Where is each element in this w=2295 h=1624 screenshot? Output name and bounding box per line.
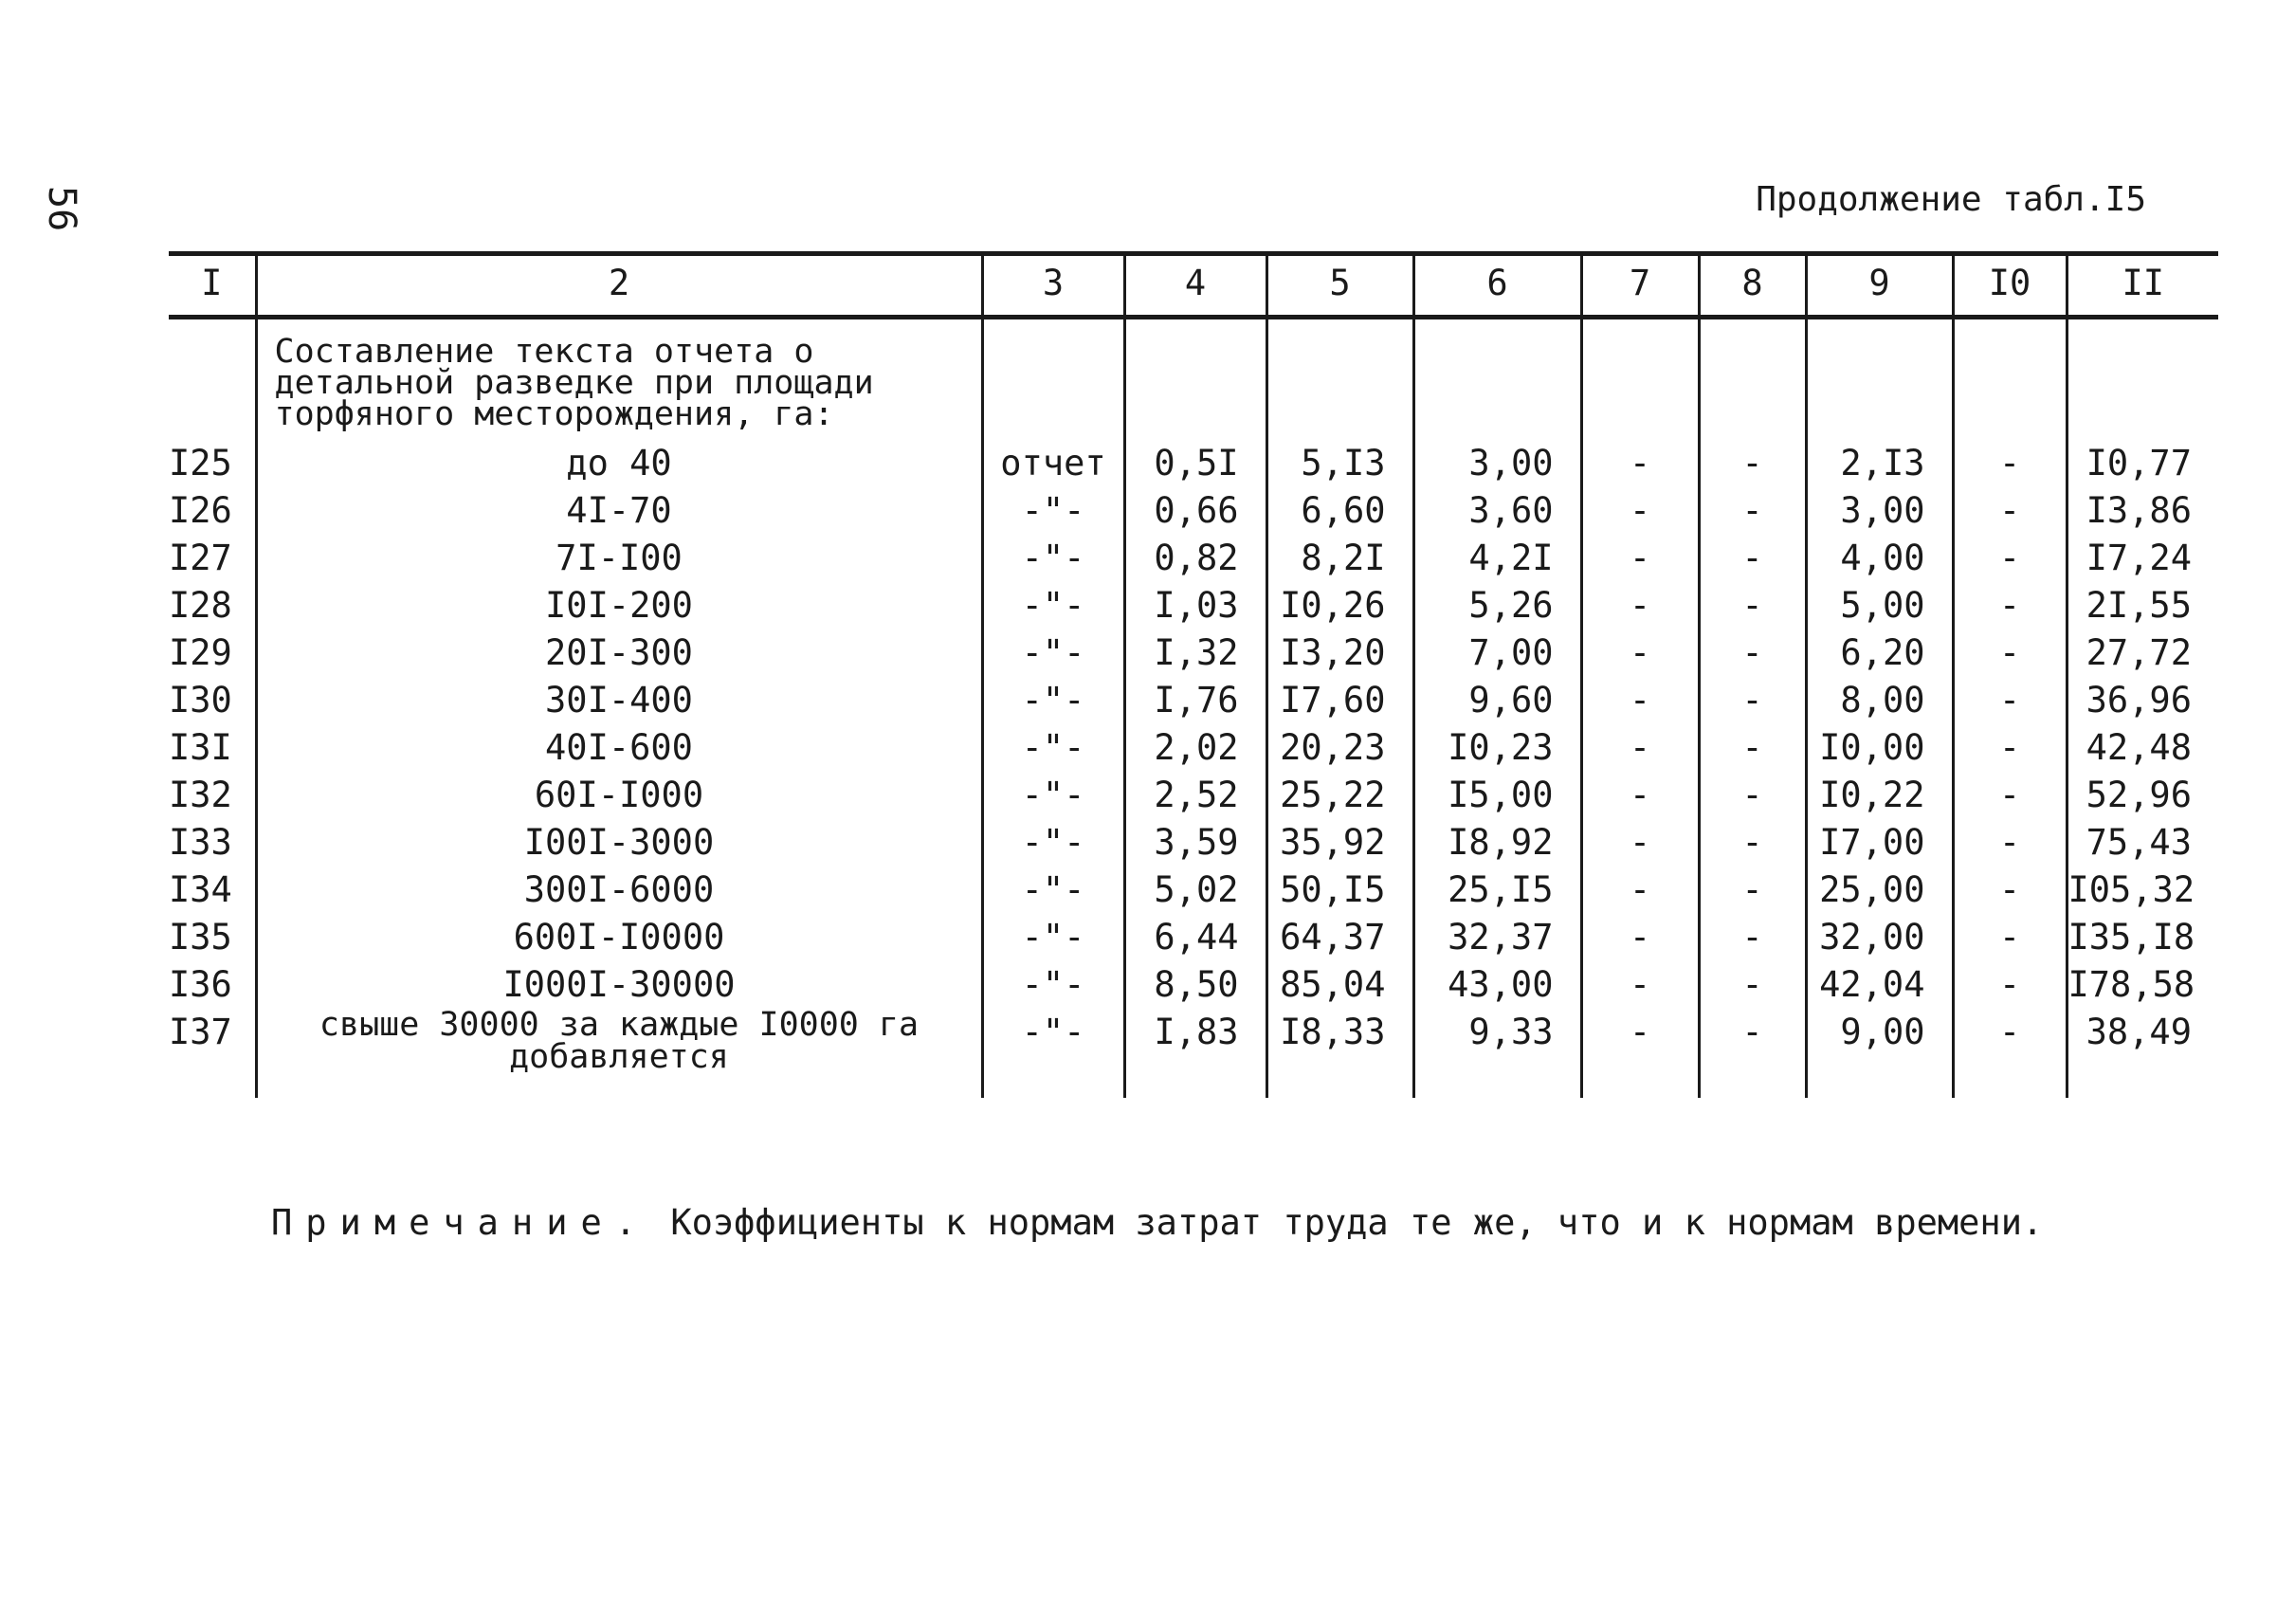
cell-item: 4I-70 <box>256 487 982 535</box>
cell-c10: - <box>1953 867 2067 914</box>
cell-c5: 6,60 <box>1266 487 1413 535</box>
col-header-9: 9 <box>1806 254 1953 318</box>
cell-c4: I,32 <box>1124 630 1266 677</box>
cell-c4: I,03 <box>1124 582 1266 630</box>
cell-no: I3I <box>169 727 232 768</box>
cell-item: 300I-6000 <box>256 867 982 914</box>
cell-c5: I3,20 <box>1266 630 1413 677</box>
table-caption: Продолжение табл.I5 <box>1756 180 2146 219</box>
cell-no: I25 <box>169 443 232 484</box>
cell-c11: 38,49 <box>2067 1009 2218 1073</box>
cell-c8: - <box>1699 819 1806 867</box>
col-header-5: 5 <box>1266 254 1413 318</box>
cell-c10: - <box>1953 535 2067 582</box>
cell-unit: -"- <box>982 582 1124 630</box>
cell-c6: 5,26 <box>1413 582 1581 630</box>
cell-c8: - <box>1699 724 1806 772</box>
cell-c5: I8,33 <box>1266 1009 1413 1073</box>
cell-c6: 9,33 <box>1413 1009 1581 1073</box>
table-row <box>169 772 2218 819</box>
cell-c4: 0,66 <box>1124 487 1266 535</box>
cell-c6: 25,I5 <box>1413 867 1581 914</box>
cell-unit: -"- <box>982 819 1124 867</box>
cell-unit: -"- <box>982 1009 1124 1073</box>
note-text: Коэффициенты к нормам затрат труда те же, что и к нормам времени. <box>670 1202 2044 1243</box>
cell-unit: -"- <box>982 487 1124 535</box>
cell-c6: I8,92 <box>1413 819 1581 867</box>
cell-c10: - <box>1953 630 2067 677</box>
cell-item: 40I-600 <box>256 724 982 772</box>
cell-c8: - <box>1699 677 1806 724</box>
cell-c5: 5,I3 <box>1266 440 1413 487</box>
cell-item: до 40 <box>256 440 982 487</box>
cell-c8: - <box>1699 582 1806 630</box>
cell-c6: 4,2I <box>1413 535 1581 582</box>
cell-c10: - <box>1953 677 2067 724</box>
cell-item: I00I-3000 <box>256 819 982 867</box>
cell-c8: - <box>1699 772 1806 819</box>
cell-c11: I7,24 <box>2067 535 2218 582</box>
cell-c8: - <box>1699 1009 1806 1073</box>
table-row <box>169 724 2218 772</box>
cell-c11: I05,32 <box>2067 867 2218 914</box>
cell-c4: I,83 <box>1124 1009 1266 1073</box>
cell-c10: - <box>1953 487 2067 535</box>
cell-c4: 3,59 <box>1124 819 1266 867</box>
col-header-3: 3 <box>982 254 1124 318</box>
cell-item: I000I-30000 <box>256 961 982 1009</box>
cell-c5: 25,22 <box>1266 772 1413 819</box>
cell-c9: 25,00 <box>1806 867 1953 914</box>
cell-c5: 20,23 <box>1266 724 1413 772</box>
cell-c6: I5,00 <box>1413 772 1581 819</box>
cell-c10: - <box>1953 440 2067 487</box>
cell-no: I37 <box>169 1012 232 1052</box>
cell-c11: 52,96 <box>2067 772 2218 819</box>
cell-c4: 0,5I <box>1124 440 1266 487</box>
cell-c9: 4,00 <box>1806 535 1953 582</box>
cell-unit: отчет <box>982 440 1124 487</box>
cell-c9: 3,00 <box>1806 487 1953 535</box>
cell-c9: I0,00 <box>1806 724 1953 772</box>
cell-item: 20I-300 <box>256 630 982 677</box>
cell-c4: 2,52 <box>1124 772 1266 819</box>
cell-c4: 2,02 <box>1124 724 1266 772</box>
table-row <box>169 440 2218 487</box>
table-row <box>169 677 2218 724</box>
cell-c6: I0,23 <box>1413 724 1581 772</box>
cell-c11: 42,48 <box>2067 724 2218 772</box>
cell-no: I27 <box>169 538 232 578</box>
table-row <box>169 630 2218 677</box>
cell-c8: - <box>1699 440 1806 487</box>
cell-c10: - <box>1953 582 2067 630</box>
cell-unit: -"- <box>982 535 1124 582</box>
header-row <box>169 254 2218 318</box>
cell-c11: 27,72 <box>2067 630 2218 677</box>
cell-c11: I0,77 <box>2067 440 2218 487</box>
cell-c6: 32,37 <box>1413 914 1581 961</box>
cell-c7: - <box>1581 677 1699 724</box>
table-row <box>169 535 2218 582</box>
cell-c7: - <box>1581 772 1699 819</box>
cell-no: I26 <box>169 490 232 531</box>
page-number: 56 <box>40 186 83 232</box>
cell-c7: - <box>1581 487 1699 535</box>
cell-c6: 43,00 <box>1413 961 1581 1009</box>
cell-c7: - <box>1581 867 1699 914</box>
cell-c9: I0,22 <box>1806 772 1953 819</box>
cell-c10: - <box>1953 961 2067 1009</box>
cell-c8: - <box>1699 914 1806 961</box>
section-title: Составление текста отчета о детальной разведке при площади торфяного месторождения, га: <box>256 318 982 441</box>
col-header-7: 7 <box>1581 254 1699 318</box>
cell-c9: 5,00 <box>1806 582 1953 630</box>
cell-c5: 50,I5 <box>1266 867 1413 914</box>
table-row <box>169 819 2218 867</box>
cell-unit: -"- <box>982 867 1124 914</box>
col-header-4: 4 <box>1124 254 1266 318</box>
col-header-6: 6 <box>1413 254 1581 318</box>
cell-no: I32 <box>169 775 232 815</box>
cell-c5: 35,92 <box>1266 819 1413 867</box>
cell-unit: -"- <box>982 724 1124 772</box>
cell-c7: - <box>1581 724 1699 772</box>
cell-c10: - <box>1953 1009 2067 1073</box>
cell-c8: - <box>1699 630 1806 677</box>
cell-c8: - <box>1699 487 1806 535</box>
table-row <box>169 1009 2218 1073</box>
table-row <box>169 582 2218 630</box>
cell-no: I35 <box>169 917 232 958</box>
cell-unit: -"- <box>982 961 1124 1009</box>
cell-c9: 32,00 <box>1806 914 1953 961</box>
cell-c9: I7,00 <box>1806 819 1953 867</box>
cell-c6: 3,60 <box>1413 487 1581 535</box>
cell-c11: 36,96 <box>2067 677 2218 724</box>
cell-c5: 64,37 <box>1266 914 1413 961</box>
cell-c10: - <box>1953 724 2067 772</box>
cell-no: I33 <box>169 822 232 863</box>
cell-item: 60I-I000 <box>256 772 982 819</box>
cell-c9: 8,00 <box>1806 677 1953 724</box>
table-row <box>169 961 2218 1009</box>
cell-c6: 3,00 <box>1413 440 1581 487</box>
col-header-10: I0 <box>1953 254 2067 318</box>
cell-c11: I78,58 <box>2067 961 2218 1009</box>
cell-c10: - <box>1953 772 2067 819</box>
cell-item: 30I-400 <box>256 677 982 724</box>
cell-c6: 9,60 <box>1413 677 1581 724</box>
cell-c5: 85,04 <box>1266 961 1413 1009</box>
table-bottom-padding <box>169 1073 2218 1098</box>
cell-unit: -"- <box>982 630 1124 677</box>
cell-c4: 5,02 <box>1124 867 1266 914</box>
cell-unit: -"- <box>982 677 1124 724</box>
cell-c7: - <box>1581 582 1699 630</box>
cell-no: I36 <box>169 964 232 1005</box>
col-header-1: I <box>169 254 256 318</box>
cell-c9: 6,20 <box>1806 630 1953 677</box>
table-row <box>169 914 2218 961</box>
cell-no: I29 <box>169 632 232 673</box>
col-header-8: 8 <box>1699 254 1806 318</box>
cell-c7: - <box>1581 535 1699 582</box>
cell-c11: 2I,55 <box>2067 582 2218 630</box>
col-header-2: 2 <box>256 254 982 318</box>
cell-c8: - <box>1699 961 1806 1009</box>
cell-c7: - <box>1581 1009 1699 1073</box>
cell-c8: - <box>1699 867 1806 914</box>
cell-item: свыше 30000 за каждые I0000 га добавляется <box>256 1009 982 1073</box>
table-row <box>169 487 2218 535</box>
cell-c9: 2,I3 <box>1806 440 1953 487</box>
cell-c4: 6,44 <box>1124 914 1266 961</box>
cell-c4: I,76 <box>1124 677 1266 724</box>
section-title-row <box>169 318 2218 441</box>
cell-unit: -"- <box>982 914 1124 961</box>
cell-c10: - <box>1953 914 2067 961</box>
cell-c11: I35,I8 <box>2067 914 2218 961</box>
col-header-11: II <box>2067 254 2218 318</box>
cell-c7: - <box>1581 819 1699 867</box>
note-label: Примечание. <box>271 1202 650 1243</box>
cell-c10: - <box>1953 819 2067 867</box>
note <box>271 1202 2043 1243</box>
cell-c4: 8,50 <box>1124 961 1266 1009</box>
cell-c11: I3,86 <box>2067 487 2218 535</box>
cell-item: I0I-200 <box>256 582 982 630</box>
cell-c5: I7,60 <box>1266 677 1413 724</box>
cell-c11: 75,43 <box>2067 819 2218 867</box>
cell-no: I30 <box>169 680 232 721</box>
table-row <box>169 867 2218 914</box>
cell-item: 7I-I00 <box>256 535 982 582</box>
cell-c6: 7,00 <box>1413 630 1581 677</box>
cell-item: 600I-I0000 <box>256 914 982 961</box>
cell-c9: 9,00 <box>1806 1009 1953 1073</box>
cell-no: I34 <box>169 869 232 910</box>
cell-c5: I0,26 <box>1266 582 1413 630</box>
cell-unit: -"- <box>982 772 1124 819</box>
cell-c4: 0,82 <box>1124 535 1266 582</box>
cell-c7: - <box>1581 914 1699 961</box>
cell-c5: 8,2I <box>1266 535 1413 582</box>
norms-table <box>169 251 2218 1098</box>
cell-c7: - <box>1581 630 1699 677</box>
cell-c8: - <box>1699 535 1806 582</box>
cell-c7: - <box>1581 961 1699 1009</box>
cell-c9: 42,04 <box>1806 961 1953 1009</box>
cell-no: I28 <box>169 585 232 626</box>
cell-c7: - <box>1581 440 1699 487</box>
